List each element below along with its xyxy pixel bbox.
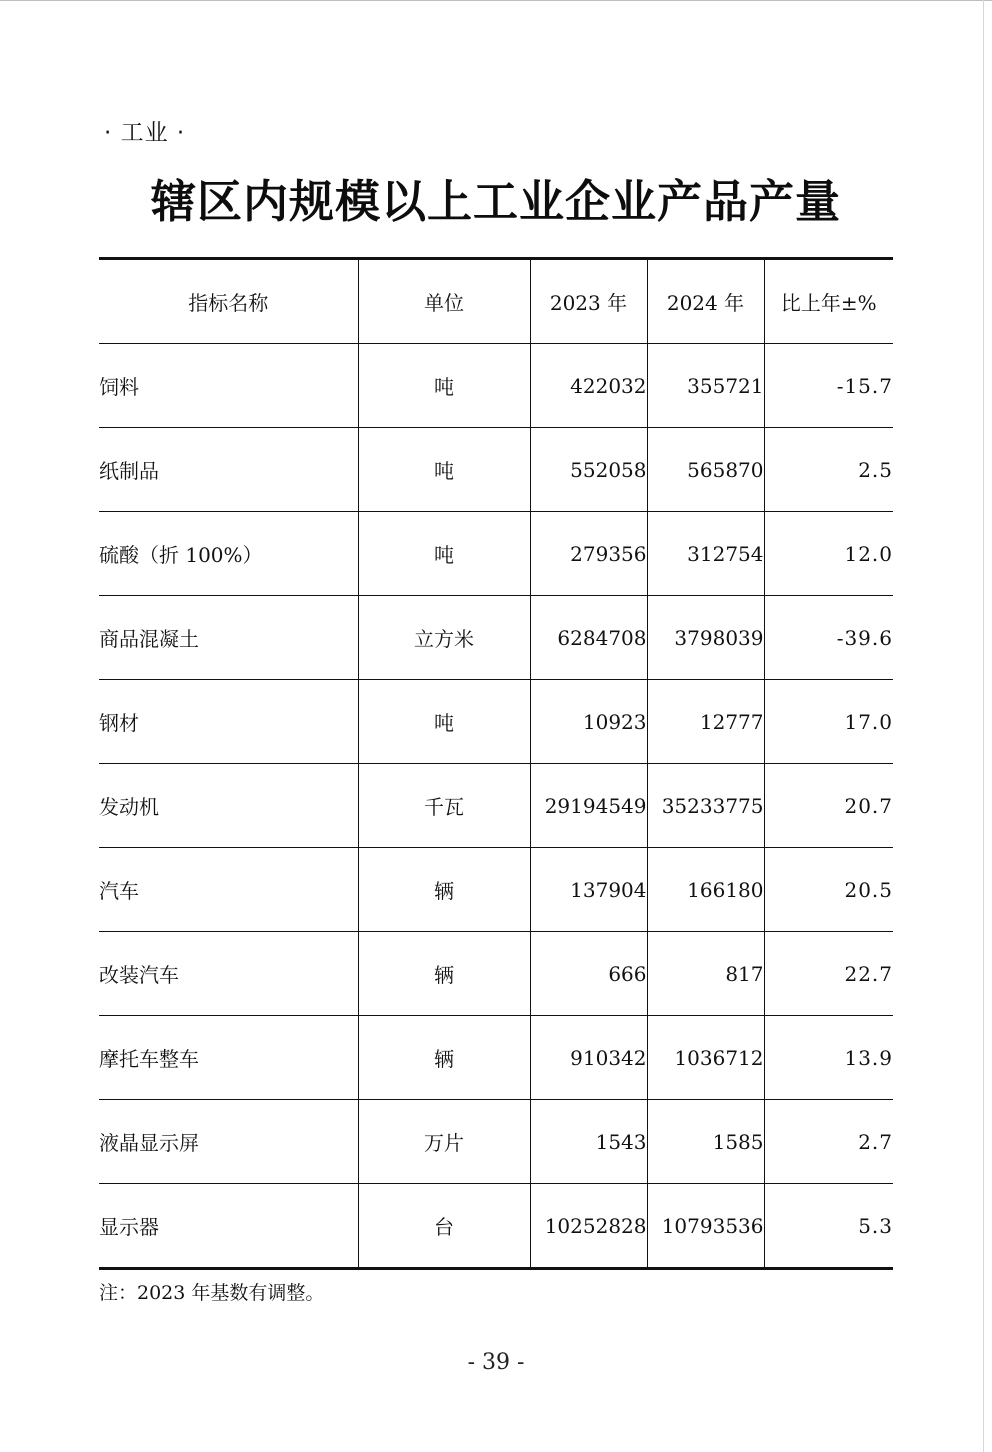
row-change: 5.3 [764, 1184, 893, 1269]
row-value-2024: 35233775 [647, 764, 764, 848]
table-row [99, 932, 893, 1016]
table-row [99, 1100, 893, 1184]
row-name: 商品混凝土 [99, 596, 358, 680]
row-value-2023: 6284708 [530, 596, 647, 680]
row-change: 17.0 [764, 680, 893, 764]
row-unit: 台 [358, 1184, 530, 1269]
row-value-2024: 817 [647, 932, 764, 1016]
table-row [99, 1016, 893, 1100]
table-row [99, 428, 893, 512]
row-unit: 辆 [358, 932, 530, 1016]
row-change: 12.0 [764, 512, 893, 596]
row-unit: 吨 [358, 428, 530, 512]
row-change: 20.5 [764, 848, 893, 932]
page-title: 辖区内规模以上工业企业产品产量 [150, 175, 841, 228]
product-output-table [99, 257, 893, 1270]
header-year-2023: 2023 年 [530, 259, 647, 344]
row-name: 显示器 [99, 1184, 358, 1269]
table-row [99, 344, 893, 428]
row-name: 纸制品 [99, 428, 358, 512]
row-value-2024: 1585 [647, 1100, 764, 1184]
row-value-2024: 3798039 [647, 596, 764, 680]
row-name: 钢材 [99, 680, 358, 764]
row-value-2023: 10252828 [530, 1184, 647, 1269]
page-number: - 39 - [467, 1350, 525, 1375]
row-name: 摩托车整车 [99, 1016, 358, 1100]
row-change: -39.6 [764, 596, 893, 680]
row-unit: 立方米 [358, 596, 530, 680]
header-change-percent: 比上年±% [764, 259, 893, 344]
row-value-2024: 12777 [647, 680, 764, 764]
row-value-2023: 137904 [530, 848, 647, 932]
header-unit: 单位 [358, 259, 530, 344]
row-value-2024: 166180 [647, 848, 764, 932]
row-unit: 吨 [358, 344, 530, 428]
row-unit: 辆 [358, 848, 530, 932]
row-value-2024: 10793536 [647, 1184, 764, 1269]
row-name: 改装汽车 [99, 932, 358, 1016]
table-row [99, 512, 893, 596]
section-tag: · 工业 · [104, 120, 186, 146]
row-value-2023: 910342 [530, 1016, 647, 1100]
header-year-2024: 2024 年 [647, 259, 764, 344]
row-change: 13.9 [764, 1016, 893, 1100]
row-value-2024: 1036712 [647, 1016, 764, 1100]
table-row [99, 596, 893, 680]
row-name: 液晶显示屏 [99, 1100, 358, 1184]
row-change: 20.7 [764, 764, 893, 848]
table-row [99, 1184, 893, 1269]
table-row [99, 848, 893, 932]
page-top-edge [0, 0, 992, 1]
row-value-2023: 29194549 [530, 764, 647, 848]
row-change: -15.7 [764, 344, 893, 428]
table-note: 注：2023 年基数有调整。 [99, 1282, 325, 1304]
row-value-2024: 355721 [647, 344, 764, 428]
row-unit: 吨 [358, 680, 530, 764]
header-indicator-name: 指标名称 [188, 291, 269, 315]
row-name: 汽车 [99, 848, 358, 932]
table-row [99, 764, 893, 848]
row-value-2023: 666 [530, 932, 647, 1016]
row-change: 2.5 [764, 428, 893, 512]
row-value-2024: 312754 [647, 512, 764, 596]
row-name: 发动机 [99, 764, 358, 848]
row-unit: 千瓦 [358, 764, 530, 848]
row-name: 饲料 [99, 344, 358, 428]
row-value-2024: 565870 [647, 428, 764, 512]
row-value-2023: 279356 [530, 512, 647, 596]
row-unit: 吨 [358, 512, 530, 596]
row-unit: 万片 [358, 1100, 530, 1184]
row-name: 硫酸（折 100%） [99, 512, 358, 596]
row-value-2023: 10923 [530, 680, 647, 764]
row-value-2023: 552058 [530, 428, 647, 512]
row-change: 22.7 [764, 932, 893, 1016]
row-unit: 辆 [358, 1016, 530, 1100]
table-row [99, 680, 893, 764]
row-change: 2.7 [764, 1100, 893, 1184]
table-header-row [99, 259, 893, 344]
row-value-2023: 1543 [530, 1100, 647, 1184]
row-value-2023: 422032 [530, 344, 647, 428]
